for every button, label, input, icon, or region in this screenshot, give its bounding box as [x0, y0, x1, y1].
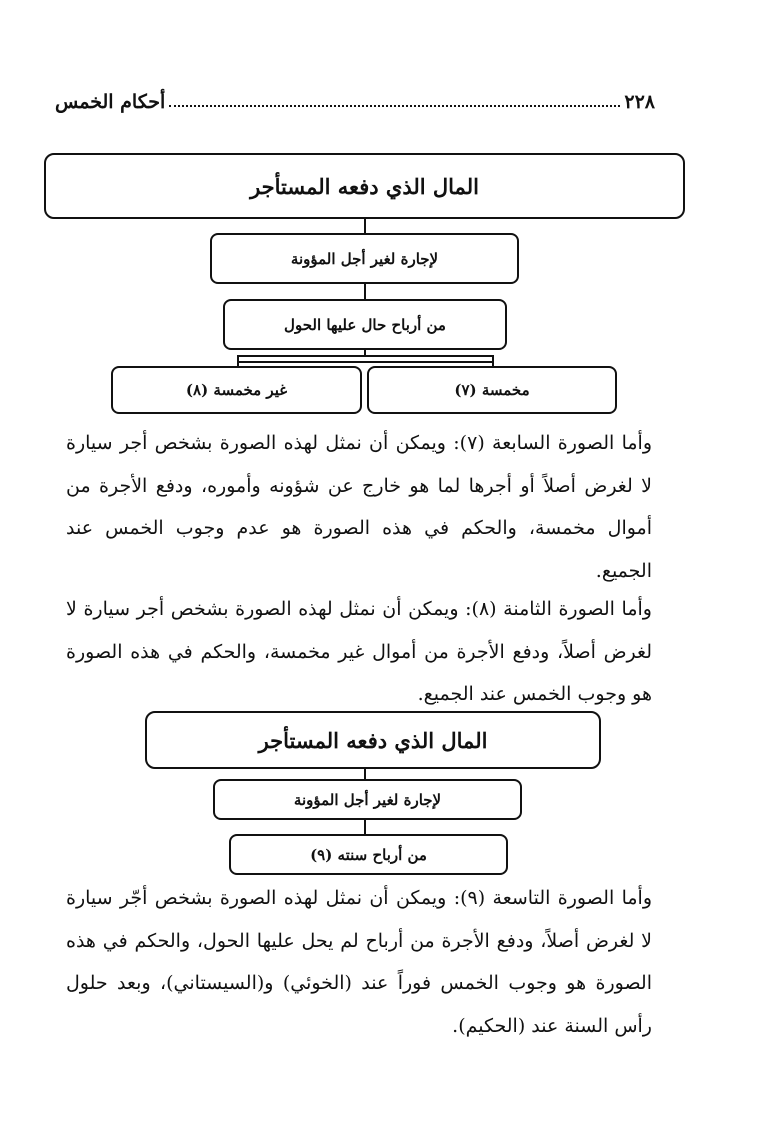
diagram1-connector [364, 284, 366, 299]
diagram1-branch-bar [237, 355, 494, 357]
page-number: ٢٢٨ [624, 91, 655, 113]
paragraph-case-9: وأما الصورة التاسعة (٩): ويمكن أن نمثل لهذه الصورة بشخص أجّر سيارة لا لغرض أصلاً، ودفع الأجرة من أرباح لم يحل عليها الحول، والحكم في هذه الصورة هو وجوب الخمس فوراً عند (الخوئي) و(السيستاني)، وبعد حلول رأس السنة عند (الحكيم). [66, 887, 653, 1037]
diagram1-branch-bar [237, 361, 494, 363]
diagram1-level1-box: لإجارة لغير أجل المؤونة [210, 233, 519, 284]
diagram2-root-box: المال الذي دفعه المستأجر [145, 711, 601, 769]
diagram1-root-box: المال الذي دفعه المستأجر [44, 153, 685, 219]
diagram2-level2-box: من أرباح سنته (٩) [229, 834, 508, 875]
diagram2-connector [364, 769, 366, 779]
diagram1-connector [492, 355, 494, 366]
book-title: أحكام الخمس [55, 91, 166, 113]
header-leader-dots [169, 105, 620, 107]
diagram1-connector [237, 355, 239, 366]
diagram1-branch-left-box: غير مخمسة (٨) [111, 366, 362, 414]
diagram1-level2-box: من أرباح حال عليها الحول [223, 299, 507, 350]
paragraph-case-7: وأما الصورة السابعة (٧): ويمكن أن نمثل لهذه الصورة بشخص أجر سيارة لا لغرض أصلاً أو أجرها لما هو خارج عن شؤونه وأموره، ودفع الأجرة من أموال مخمسة، والحكم في هذه الصورة هو عدم وجوب الخمس عند الجميع. [66, 432, 653, 582]
diagram2-level1-box: لإجارة لغير أجل المؤونة [213, 779, 522, 820]
diagram2-connector [364, 820, 366, 834]
running-header [55, 88, 655, 116]
diagram1-branch-right-box: مخمسة (٧) [367, 366, 617, 414]
paragraph-case-8: وأما الصورة الثامنة (٨): ويمكن أن نمثل لهذه الصورة بشخص أجر سيارة لا لغرض أصلاً، ودفع الأجرة من أموال غير مخمسة، والحكم في هذه الصورة هو وجوب الخمس عند الجميع. [66, 598, 652, 705]
diagram1-connector [364, 219, 366, 233]
